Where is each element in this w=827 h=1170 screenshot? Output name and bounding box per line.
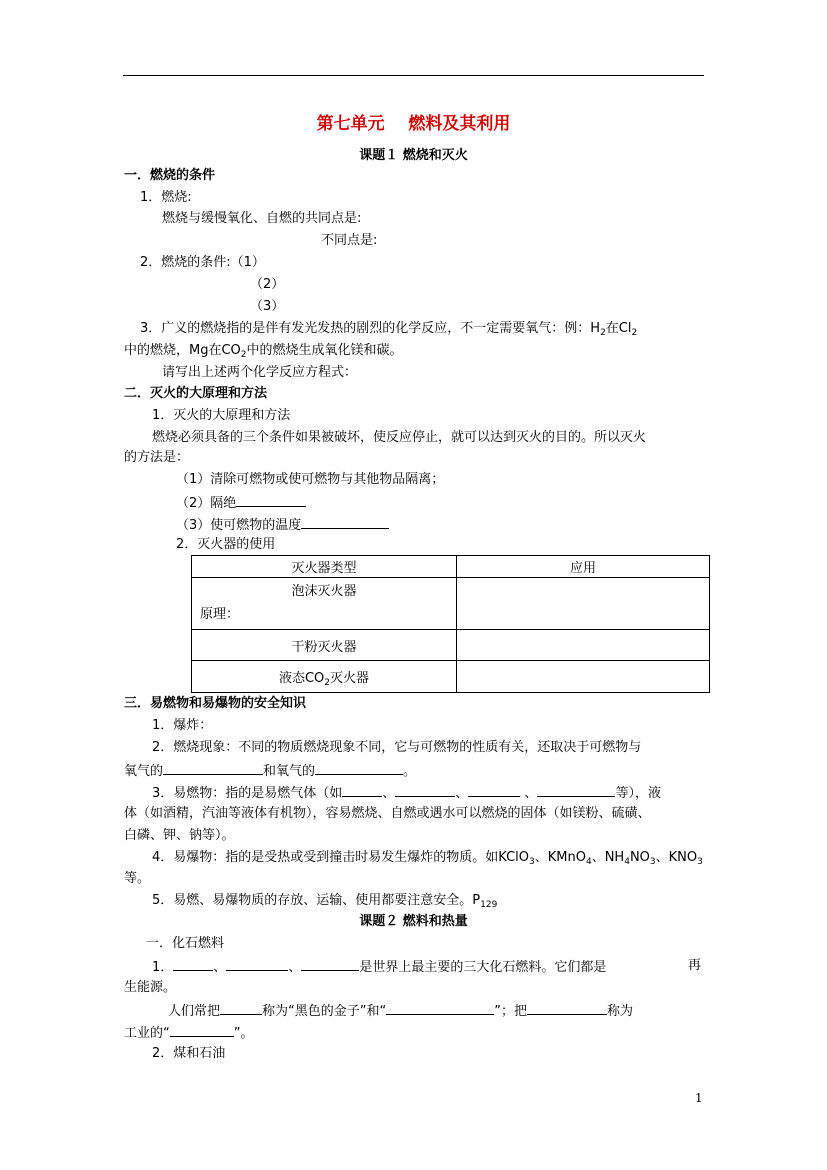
lesson2-item-1-3: 工业的“ ”。 <box>124 1026 254 1041</box>
item-3-1: 1．爆炸： <box>152 718 213 733</box>
answer-blank <box>342 784 382 797</box>
foam-extinguisher-label: 泡沫灭火器 <box>291 584 357 599</box>
item-1-2c: （3） <box>250 299 285 314</box>
answer-blank <box>170 1024 234 1037</box>
method-1: （1）清除可燃物或使可燃物与其他物品隔离； <box>176 472 445 487</box>
table-header-use: 应用 <box>457 556 710 578</box>
answer-blank <box>395 784 455 797</box>
item-2-1: 1．灭火的大原理和方法 <box>152 408 291 423</box>
table-cell-empty <box>457 578 710 630</box>
item-1-2: 2．燃烧的条件:（1） <box>140 255 265 270</box>
item-1-3a: 3．广义的燃烧指的是伴有发光发热的剧烈的化学反应，不一定需要氧气：例：$H_2$在$Cl_2$ <box>140 321 638 338</box>
answer-blank <box>301 958 359 971</box>
answer-blank <box>236 494 306 507</box>
item-2-1a: 燃烧必须具备的三个条件如果被破坏，使反应停止，就可以达到灭火的目的。所以灭火 <box>152 430 647 445</box>
extinguisher-table <box>191 555 710 693</box>
answer-blank <box>301 516 389 529</box>
item-2-1b: 的方法是： <box>124 450 190 465</box>
table-cell-foam <box>192 578 457 630</box>
lesson2-item-1b: 生能源。 <box>124 980 177 995</box>
method-3: （3）使可燃物的温度 <box>176 516 389 534</box>
lesson2-item-1-end: 再 <box>688 958 702 973</box>
page-number: 1 <box>695 1091 703 1105</box>
item-1-2b: （2） <box>250 277 285 292</box>
item-3-3a: 3．易燃物：指的是易燃气体（如 、 、 、 等），液 <box>152 786 661 801</box>
item-1-3b: 中的燃烧，Mg在$CO_2$中的燃烧生成氧化镁和碳。 <box>124 343 403 360</box>
lesson2-item-2: 2．煤和石油 <box>152 1046 226 1061</box>
item-1-3c: 请写出上述两个化学反应方程式： <box>162 365 358 380</box>
item-3-2a: 2．燃烧现象：不同的物质燃烧现象不同，它与可燃物的性质有关，还取决于可燃物与 <box>152 740 642 755</box>
answer-blank <box>527 1002 607 1015</box>
unit-name: 燃料及其利用 <box>408 114 511 134</box>
item-1-1b: 不同点是: <box>321 233 378 248</box>
item-3-4a: 4．易爆物：指的是受热或受到撞击时易发生爆炸的物质。如KClO$_3$、KMnO$_4$、$NH_4NO_3$、$KNO_3$ <box>152 850 703 867</box>
lesson2-section-1-heading: 一．化石燃料 <box>146 936 225 951</box>
item-3-2b: 氧气的 和氧气的 。 <box>124 764 417 779</box>
section-1-heading: 一．燃烧的条件 <box>124 168 216 183</box>
item-2-2: 2．灭火器的使用 <box>176 537 276 552</box>
lesson1-heading: 课题１ 燃烧和灭火 <box>359 148 468 163</box>
co2-extinguisher-label: 液态$CO_2$灭火器 <box>192 661 457 693</box>
unit-number: 第七单元 <box>316 114 385 134</box>
answer-blank <box>537 784 615 797</box>
answer-blank <box>386 1002 494 1015</box>
item-3-3c: 白磷、钾、钠等）。 <box>124 828 235 843</box>
item-3-5: 5．易燃、易爆物质的存放、运输、使用都要注意安全。$P_{129}$ <box>152 893 498 910</box>
answer-blank <box>163 762 263 775</box>
answer-blank <box>173 958 213 971</box>
lesson2-item-1: 1． 、 、 是世界上最主要的三大化石燃料。它们都是 <box>152 960 607 975</box>
item-1-1a: 燃烧与缓慢氧化、自燃的共同点是: <box>162 211 362 226</box>
section-2-heading: 二．灭火的大原理和方法 <box>124 386 268 401</box>
answer-blank <box>220 1002 262 1015</box>
answer-blank <box>315 762 403 775</box>
unit-title <box>0 114 827 134</box>
table-header-type: 灭火器类型 <box>192 556 457 578</box>
table-cell-empty <box>457 630 710 661</box>
lesson2-heading: 课题２ 燃料和热量 <box>359 914 468 929</box>
header-rule <box>123 75 704 76</box>
table-cell-empty <box>457 661 710 693</box>
answer-blank <box>226 958 288 971</box>
principle-label: 原理： <box>200 607 240 622</box>
method-2: （2）隔绝 <box>176 494 306 512</box>
item-3-3b: 体（如酒精，汽油等液体有机物），容易燃烧、自燃或遇水可以燃烧的固体（如镁粉、硫磺、 <box>124 806 651 821</box>
lesson2-item-1-2: 人们常把 称为“黑色的金子”和“ ”；把 称为 <box>168 1004 633 1019</box>
item-1-1: 1．燃烧: <box>140 190 192 205</box>
dry-powder-extinguisher-label: 干粉灭火器 <box>192 630 457 661</box>
item-3-4b: 等。 <box>124 871 151 886</box>
section-3-heading: 三．易燃物和易爆物的安全知识 <box>124 696 307 711</box>
answer-blank <box>468 784 520 797</box>
